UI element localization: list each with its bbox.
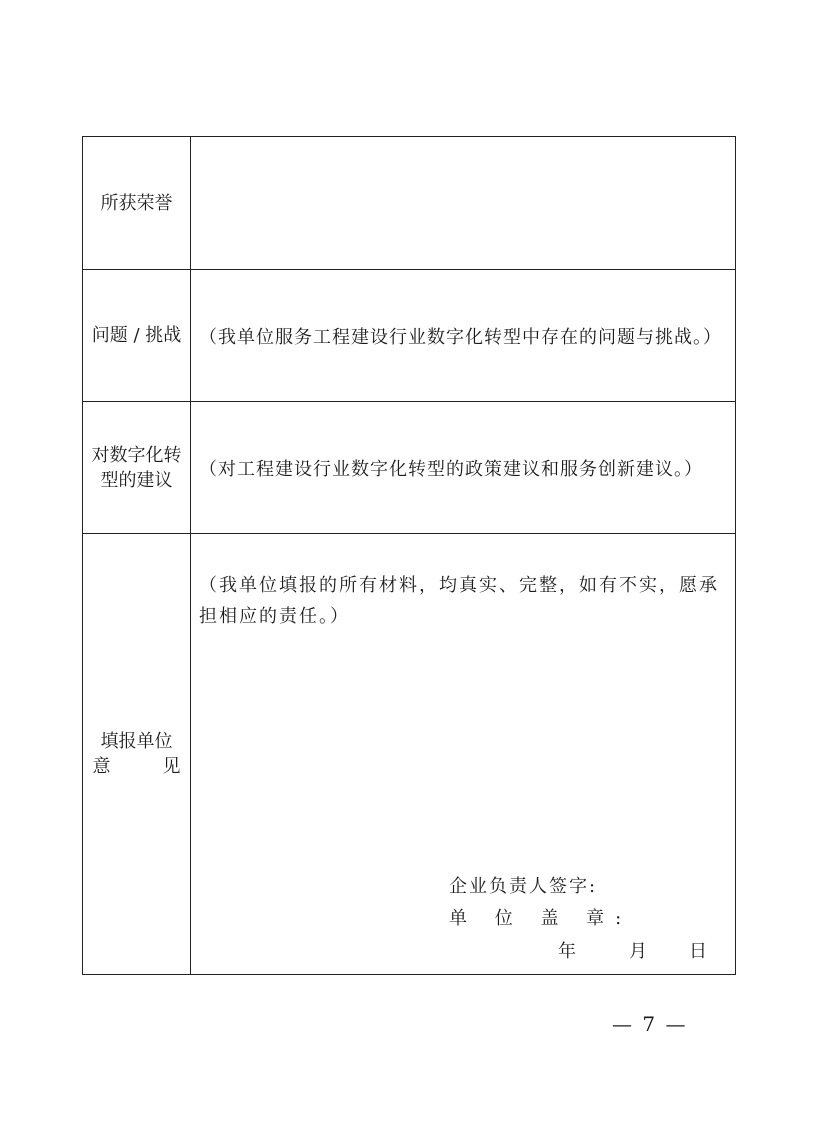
date-day-label: 日 [689, 941, 709, 962]
opinion-declaration: （我单位填报的所有材料，均真实、完整，如有不实，愿承担相应的责任。） [199, 575, 719, 627]
challenges-content: （我单位服务工程建设行业数字化转型中存在的问题与挑战。） [199, 326, 722, 348]
application-form-table [82, 136, 736, 975]
honors-label: 所获荣誉 [100, 192, 173, 214]
honors-label-cell [83, 137, 191, 269]
suggestions-label-line1: 对数字化转 [91, 444, 182, 466]
opinion-label-line2 [89, 754, 185, 779]
challenges-row [83, 270, 735, 402]
opinion-label-char-a: 意 [92, 756, 111, 777]
date-month-label: 月 [629, 941, 649, 962]
honors-content-cell[interactable] [191, 137, 735, 269]
suggestions-row [83, 402, 735, 534]
page-number: — 7 — [612, 1012, 688, 1036]
suggestions-content: （对工程建设行业数字化转型的政策建议和服务创新建议。） [199, 458, 703, 480]
opinion-row [83, 534, 735, 974]
challenges-label-cell [83, 270, 191, 401]
suggestions-label [89, 443, 185, 493]
seal-label: 单 位 盖 章: [449, 908, 633, 929]
opinion-label [89, 729, 185, 779]
suggestions-content-cell[interactable] [191, 402, 735, 533]
opinion-label-line1: 填报单位 [100, 731, 173, 752]
date-year-label: 年 [558, 941, 578, 962]
challenges-label: 问题 / 挑战 [91, 325, 182, 346]
opinion-content-cell[interactable] [191, 534, 735, 974]
signature-label: 企业负责人签字: [449, 876, 598, 897]
opinion-label-cell [83, 534, 191, 974]
opinion-label-char-b: 见 [162, 756, 181, 777]
suggestions-label-cell [83, 402, 191, 533]
challenges-content-cell[interactable] [191, 270, 735, 401]
suggestions-label-line2: 型的建议 [100, 469, 173, 491]
honors-row [83, 137, 735, 270]
